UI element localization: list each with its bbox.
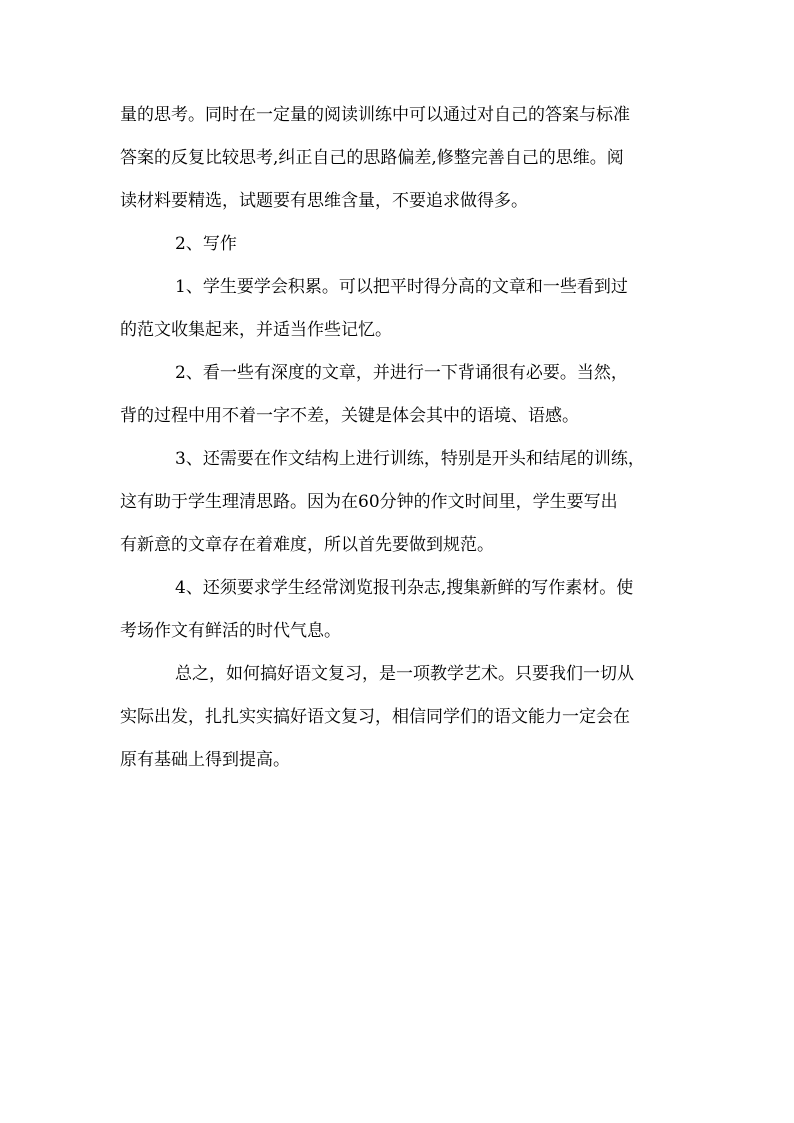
text-line [0, 444, 794, 474]
paragraph-line: 1、学生要学会积累。可以把平时得分高的文章和一些看到过 [175, 277, 628, 297]
text-line [0, 315, 794, 345]
paragraph-line: 背的过程中用不着一字不差，关键是体会其中的语境、语感。 [120, 406, 579, 426]
text-line [0, 530, 794, 560]
paragraph-line: 这有助于学生理清思路。因为在60分钟的作文时间里，学生要写出 [120, 492, 618, 512]
paragraph-line: 实际出发，扎扎实实搞好语文复习，相信同学们的语文能力一定会在 [120, 707, 630, 727]
paragraph-line: 答案的反复比较思考,纠正自己的思路偏差,修整完善自己的思维。阅 [120, 148, 624, 168]
text-line [0, 100, 794, 130]
text-line [0, 272, 794, 302]
text-line [0, 745, 794, 775]
text-line [0, 702, 794, 732]
text-line [0, 143, 794, 173]
paragraph-line: 4、还须要求学生经常浏览报刊杂志,搜集新鲜的写作素材。使 [175, 578, 634, 598]
text-line [0, 659, 794, 689]
paragraph-line: 考场作文有鲜活的时代气息。 [120, 621, 341, 641]
text-line [0, 616, 794, 646]
text-line [0, 487, 794, 517]
paragraph-line: 量的思考。同时在一定量的阅读训练中可以通过对自己的答案与标准 [120, 105, 630, 125]
text-line [0, 358, 794, 388]
text-line [0, 573, 794, 603]
paragraph-line: 2、看一些有深度的文章，并进行一下背诵很有必要。当然， [175, 363, 628, 383]
section-heading-text: 2、写作 [175, 234, 237, 254]
paragraph-line: 有新意的文章存在着难度，所以首先要做到规范。 [120, 535, 494, 555]
paragraph-line: 总之，如何搞好语文复习，是一项教学艺术。只要我们一切从 [175, 664, 634, 684]
section-heading [0, 229, 794, 259]
text-line [0, 186, 794, 216]
paragraph-line: 3、还需要在作文结构上进行训练，特别是开头和结尾的训练， [175, 449, 645, 469]
paragraph-line: 原有基础上得到提高。 [120, 750, 290, 770]
paragraph-line: 的范文收集起来，并适当作些记忆。 [120, 320, 392, 340]
paragraph-line: 读材料要精选，试题要有思维含量，不要追求做得多。 [120, 191, 528, 211]
text-line [0, 401, 794, 431]
